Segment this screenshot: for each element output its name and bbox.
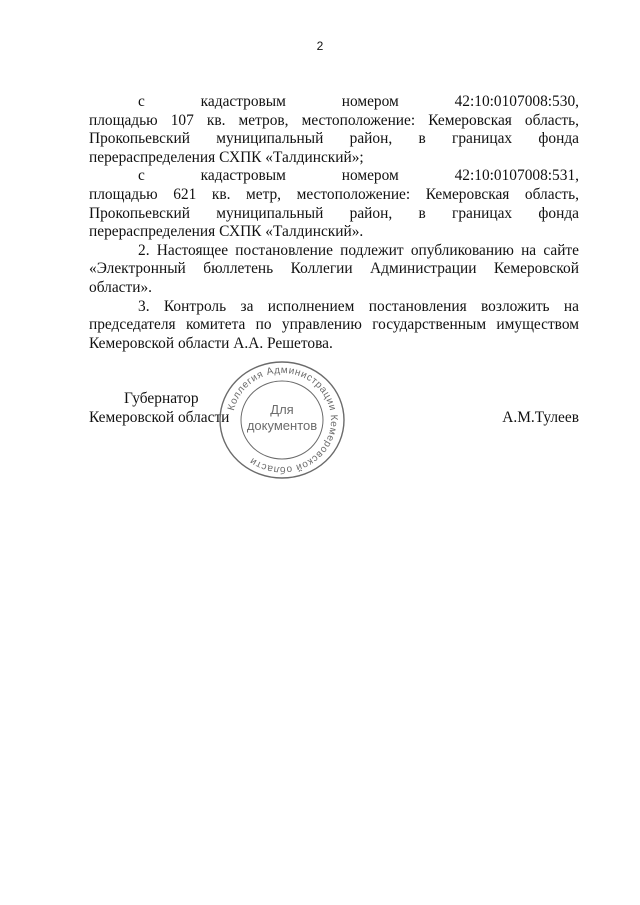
page-number: 2 [316, 39, 324, 53]
text-line: с кадастровым номером 42:10:0107008:530, [138, 93, 579, 110]
signature-title-governor: Губернатор [124, 390, 199, 407]
text-line: перераспределения СХПК «Талдинский»; [89, 148, 364, 166]
stamp-center-line2: документов [246, 418, 318, 433]
paragraph-parcel-530 [89, 93, 579, 167]
text-line: 3. Контроль за исполнением постановления возложить на [138, 297, 579, 315]
text-line: области». [89, 278, 152, 296]
paragraph-control [89, 298, 579, 354]
text-line: Кемеровской области А.А. Решетова. [89, 334, 333, 352]
official-stamp [217, 360, 347, 480]
paragraph-parcel-531 [89, 167, 579, 241]
text-line: площадью 107 кв. метров, местоположение: Кемеровская область, [89, 111, 579, 129]
text-line: председателя комитета по управлению государственным имуществом [89, 316, 579, 334]
text-line: «Электронный бюллетень Коллегии Администрации Кемеровской [89, 260, 579, 278]
text-line: Прокопьевский муниципальный район, в границах фонда [89, 130, 579, 148]
stamp-ring-text: Коллегия Администрации Кемеровской области [226, 364, 340, 476]
text-line: перераспределения СХПК «Талдинский». [89, 223, 364, 241]
text-line: площадью 621 кв. метр, местоположение: Кемеровская область, [89, 185, 579, 203]
text-line: Прокопьевский муниципальный район, в границах фонда [89, 204, 579, 222]
signature-title-region: Кемеровской области [89, 408, 230, 426]
document-body [89, 93, 579, 353]
stamp-center-line1: Для [270, 402, 294, 417]
text-line: с кадастровым номером 42:10:0107008:531, [138, 167, 579, 185]
signature-name: А.М.Тулеев [502, 408, 579, 426]
paragraph-publication [89, 242, 579, 298]
text-line: 2. Настоящее постановление подлежит опубликованию на сайте [138, 241, 579, 259]
